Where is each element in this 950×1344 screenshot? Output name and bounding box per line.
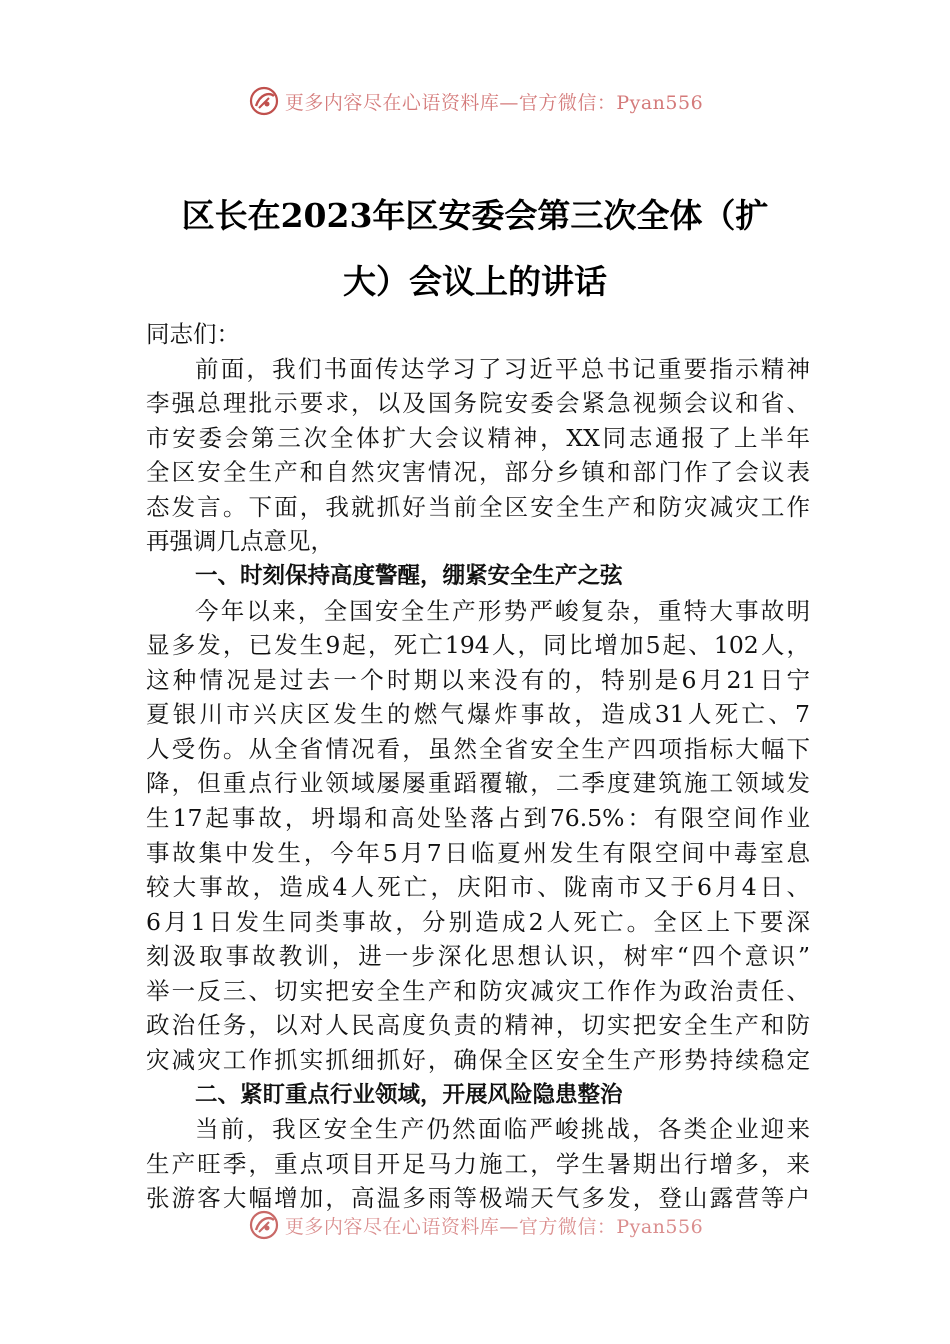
paragraph-line: 生17起事故，坍塌和高处坠落占到76.5%：有限空间作业 bbox=[146, 804, 810, 832]
paragraph-line: 这种情况是过去一个时期以来没有的，特别是6月21日宁 bbox=[146, 666, 810, 694]
paragraph-line: 再强调几点意见， bbox=[146, 527, 334, 555]
paragraph-line: 前面，我们书面传达学习了习近平总书记重要指示精神 bbox=[195, 355, 810, 383]
document-title-line-2: 大）会议上的讲话 bbox=[343, 262, 607, 301]
paragraph-line: 李强总理批示要求，以及国务院安委会紧急视频会议和省、 bbox=[146, 389, 810, 417]
paragraph-line: 全区安全生产和自然灾害情况，部分乡镇和部门作了会议表 bbox=[146, 458, 810, 486]
section-heading-2: 二、紧盯重点行业领域，开展风险隐患整治 bbox=[195, 1082, 623, 1108]
paragraph-line: 夏银川市兴庆区发生的燃气爆炸事故，造成31人死亡、7 bbox=[146, 700, 810, 728]
watermark-footer bbox=[0, 1208, 950, 1242]
salutation: 同志们： bbox=[146, 320, 240, 348]
paragraph-line: 张游客大幅增加，高温多雨等极端天气多发，登山露营等户 bbox=[146, 1184, 810, 1212]
watermark-text: 更多内容尽在心语资料库—官方微信：Pyan556 bbox=[284, 1215, 704, 1238]
paragraph-line: 6月1日发生同类事故，分别造成2人死亡。全区上下要深 bbox=[146, 908, 810, 936]
watermark-text: 更多内容尽在心语资料库—官方微信：Pyan556 bbox=[284, 91, 704, 114]
paragraph-line: 政治任务，以对人民高度负责的精神，切实把安全生产和防 bbox=[146, 1011, 810, 1039]
paragraph-line: 市安委会第三次全体扩大会议精神，XX同志通报了上半年 bbox=[146, 424, 810, 452]
paragraph-line: 降，但重点行业领域屡屡重蹈覆辙，二季度建筑施工领域发 bbox=[146, 769, 810, 797]
paragraph-line: 生产旺季，重点项目开足马力施工，学生暑期出行增多，来 bbox=[146, 1150, 810, 1178]
seal-logo-icon bbox=[247, 1208, 281, 1242]
document-title-line-1: 区长在2023年区安委会第三次全体（扩 bbox=[181, 196, 769, 235]
paragraph-line: 灾减灾工作抓实抓细抓好，确保全区安全生产形势持续稳定 bbox=[146, 1046, 810, 1074]
paragraph-line: 显多发，已发生9起，死亡194人，同比增加5起、102人， bbox=[146, 631, 810, 659]
paragraph-line: 刻汲取事故教训，进一步深化思想认识，树牢“四个意识” bbox=[146, 942, 810, 970]
paragraph-line: 当前，我区安全生产仍然面临严峻挑战，各类企业迎来 bbox=[195, 1115, 810, 1143]
paragraph-line: 事故集中发生，今年5月7日临夏州发生有限空间中毒室息 bbox=[146, 839, 810, 867]
paragraph-line: 人受伤。从全省情况看，虽然全省安全生产四项指标大幅下 bbox=[146, 735, 810, 763]
paragraph-line: 态发言。下面，我就抓好当前全区安全生产和防灾减灾工作 bbox=[146, 493, 810, 521]
paragraph-line: 今年以来，全国安全生产形势严峻复杂，重特大事故明 bbox=[195, 597, 810, 625]
paragraph-line: 较大事故，造成4人死亡，庆阳市、陇南市又于6月4日、 bbox=[146, 873, 810, 901]
section-heading-1: 一、时刻保持高度警醒，绷紧安全生产之弦 bbox=[195, 563, 623, 589]
seal-logo-icon bbox=[247, 84, 281, 118]
paragraph-line: 举一反三、切实把安全生产和防灾减灾工作作为政治责任、 bbox=[146, 977, 810, 1005]
watermark-header bbox=[0, 84, 950, 118]
